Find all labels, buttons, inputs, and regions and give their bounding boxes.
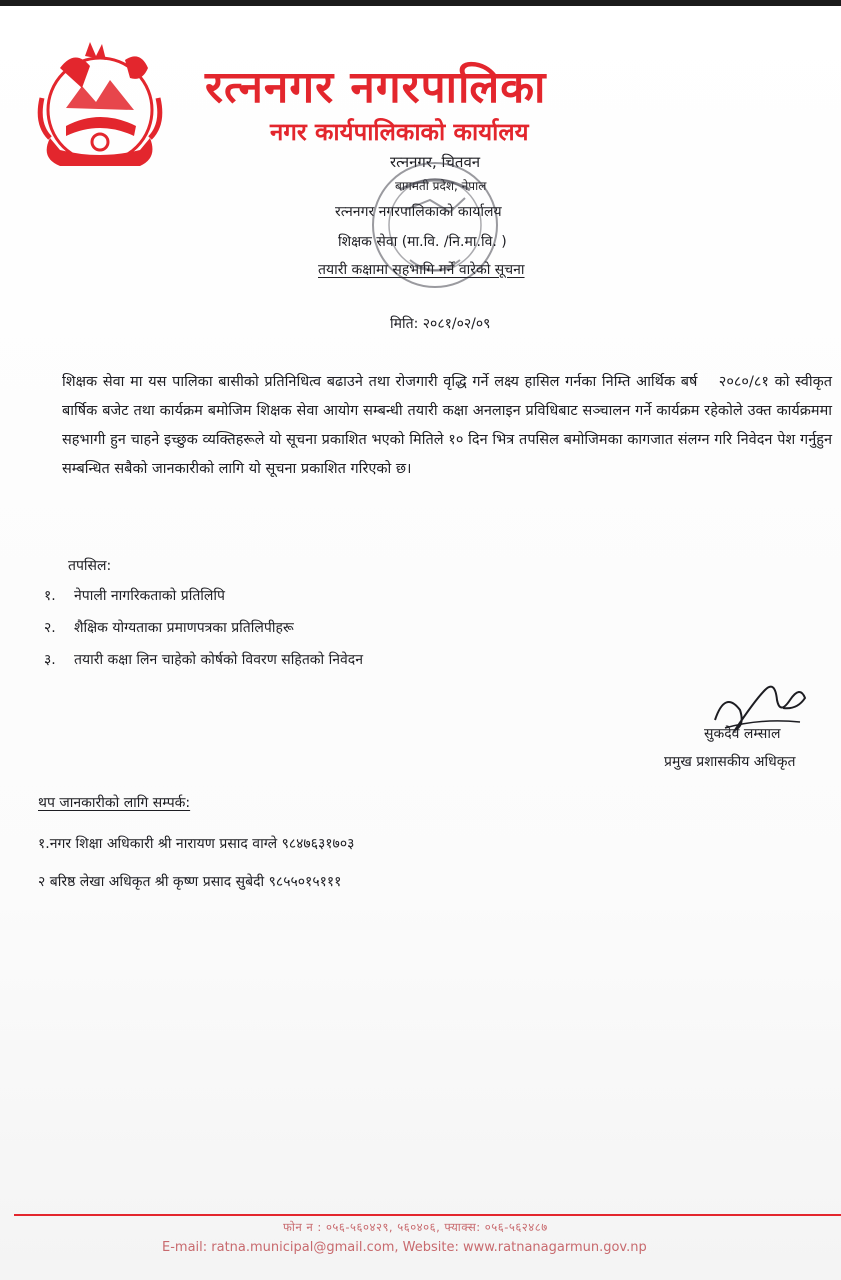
contact-item: १.नगर शिक्षा अधिकारी श्री नारायण प्रसाद वाग्ले ९८४७६३१७०३ xyxy=(38,836,355,852)
notice-date: मिति: २०८१/०२/०९ xyxy=(390,316,491,332)
footer-rule xyxy=(14,1214,841,1216)
list-item-number: १. xyxy=(44,588,56,604)
footer-phone: फोन न : ०५६-५६०४२९, ५६०४०६, फ्याक्स: ०५६-५६२४८७ xyxy=(283,1220,548,1234)
list-item-text: शैक्षिक योग्यताका प्रमाणपत्रका प्रतिलिपीहरू xyxy=(74,620,294,636)
header-country: बागमती प्रदेश, नेपाल xyxy=(395,179,487,193)
section-line: शिक्षक सेवा (मा.वि. /नि.मा.वि. ) xyxy=(338,234,507,250)
body-line-1: शिक्षक सेवा मा यस पालिका बासीको प्रतिनिधित्व बढाउने तथा रोजगारी वृद्धि गर्ने लक्ष्य हासिल गर्नका निम्ति आर्थिक बर्ष xyxy=(62,374,698,390)
office-line: रत्ननगर नगरपालिकाको कार्यालय xyxy=(335,204,502,220)
contact-heading: थप जानकारीको लागि सम्पर्क: xyxy=(38,795,191,811)
notice-title: तयारी कक्षामा सहभागि गर्ने वारेको सूचना xyxy=(318,262,525,278)
list-item-text: नेपाली नागरिकताको प्रतिलिपि xyxy=(74,588,225,604)
signer-name: सुकदेव लम्साल xyxy=(704,726,781,742)
notice-body xyxy=(62,368,832,484)
list-item xyxy=(44,650,363,669)
municipality-title: रत्ननगर नगरपालिका xyxy=(205,62,547,113)
list-item-number: ३. xyxy=(44,652,56,668)
contact-item: २ बरिष्ठ लेखा अधिकृत श्री कृष्ण प्रसाद सुबेदी ९८५५०१५१११ xyxy=(38,874,342,890)
list-item-number: २. xyxy=(44,620,56,636)
list-item xyxy=(44,618,294,637)
list-item xyxy=(44,586,225,605)
body-line-2: २०८०/८१ को स्वीकृत बार्षिक बजेट तथा कार्यक्रम बमोजिम शिक्षक सेवा आयोग सम्बन्धी तयारी कक्षा अनलाइन प्रविधिबाट सञ्चालन गर्ने कार्यक्रम रहेकोले उक्त कार्यक्रममा सहभागी हुन चाहने इच्छुक व्यक्तिहरूले यो सूचना प्रकाशित भएको मितिले १० दिन भित्र तपसिल बमोजिमका कागजात संलग्न गरि निवेदन पेश गर्नुहुन सम्बन्धित सबैको जानकारीको लागि यो सूचना प्रकाशित गरिएको छ। xyxy=(62,374,833,477)
top-border xyxy=(0,0,841,6)
footer-contact-web: E-mail: ratna.municipal@gmail.com, Website: www.ratnanagarmun.gov.np xyxy=(162,1240,647,1255)
list-item-text: तयारी कक्षा लिन चाहेको कोर्षको विवरण सहितको निवेदन xyxy=(74,652,364,668)
tapsil-label: तपसिल: xyxy=(68,558,112,574)
office-subtitle: नगर कार्यपालिकाको कार्यालय xyxy=(270,118,529,146)
header-location: रत्ननगर, चितवन xyxy=(390,153,481,171)
nepal-emblem-logo xyxy=(30,38,170,178)
signer-title: प्रमुख प्रशासकीय अधिकृत xyxy=(664,754,796,770)
